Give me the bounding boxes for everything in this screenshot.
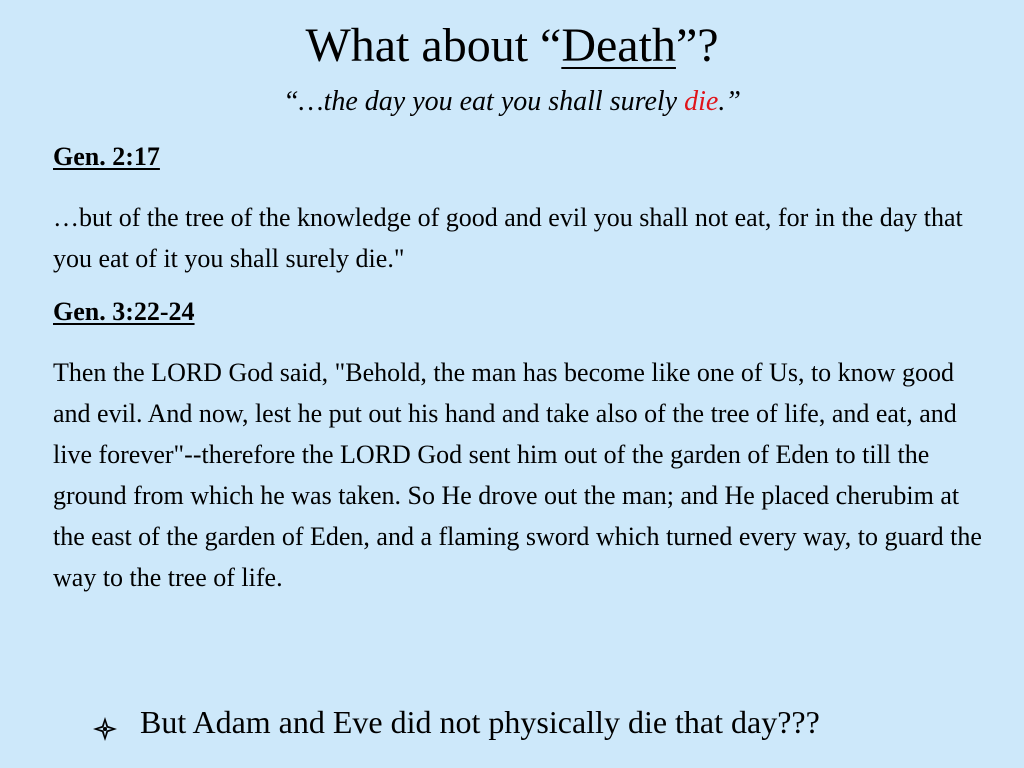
passage-reference-gen-2-17: Gen. 2:17	[53, 142, 160, 171]
slide-title	[0, 16, 1024, 76]
bullet-point	[92, 700, 820, 744]
title-emphasis-death: Death	[561, 19, 676, 72]
passage-text-gen-3-22-24: Then the LORD God said, "Behold, the man has become like one of Us, to know good and evil. And now, lest he put out his hand and take also of the tree of life, and eat, and live forever"--therefore the LORD God sent him out of the garden of Eden to till the ground from which he was taken. So He drove out the man; and He placed cherubim at the east of the garden of Eden, and a flaming sword which turned every way, to guard the way to the tree of life.	[53, 358, 982, 592]
title-suffix: ”?	[675, 19, 719, 72]
slide-subtitle	[0, 84, 1024, 120]
subtitle-prefix: “…the day you eat you shall surely	[283, 86, 685, 117]
passage-reference-gen-3-22-24: Gen. 3:22-24	[53, 297, 195, 326]
passage-text-gen-2-17: …but of the tree of the knowledge of good and evil you shall not eat, for in the day that you eat of it you shall surely die."	[53, 203, 963, 273]
subtitle-emphasis-die: die	[684, 86, 719, 117]
diamond-bullet-icon	[92, 709, 118, 735]
bullet-text: But Adam and Eve did not physically die that day???	[140, 704, 820, 740]
title-prefix: What about “	[305, 19, 562, 72]
subtitle-suffix: .”	[718, 86, 741, 117]
